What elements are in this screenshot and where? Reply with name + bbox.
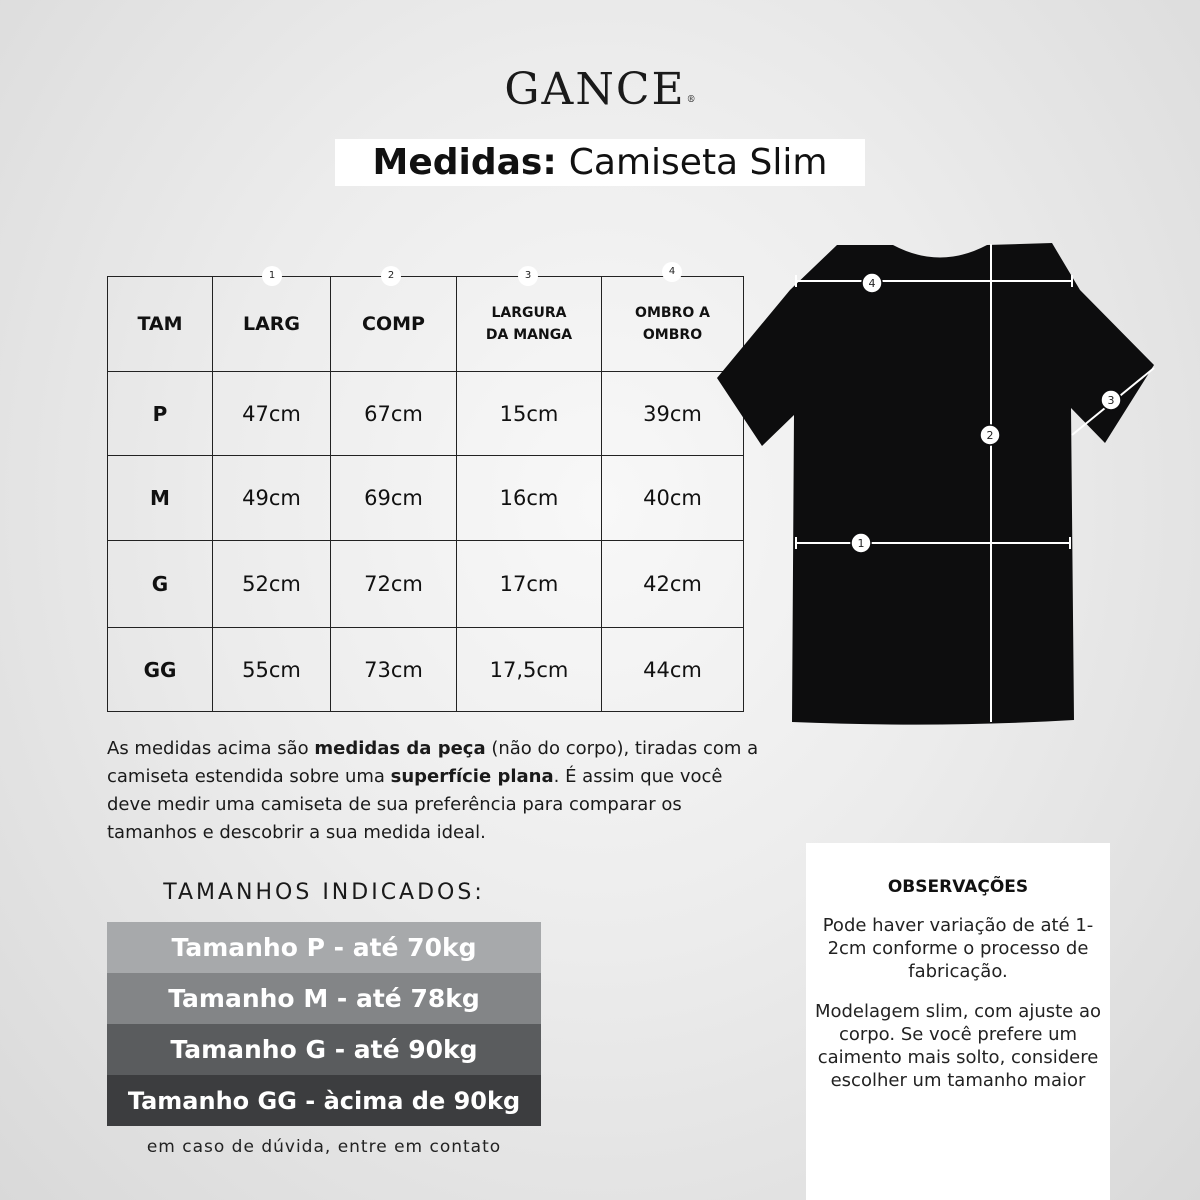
header-largura-manga xyxy=(457,277,602,372)
row-comp: 67cm xyxy=(331,372,457,456)
title-product: Camiseta Slim xyxy=(568,142,828,183)
note-text-1: As medidas acima são xyxy=(107,738,315,759)
row-larg: 52cm xyxy=(213,541,331,628)
note-text-2: (não do corpo), tiradas com a camiseta estendida sobre uma xyxy=(107,738,759,787)
size-bar-m: Tamanho M - até 78kg xyxy=(107,973,541,1024)
diagram-marker-2: 2 xyxy=(986,429,994,442)
row-ombro: 39cm xyxy=(602,372,744,456)
column-marker-1: 1 xyxy=(262,266,282,286)
column-marker-4: 4 xyxy=(662,262,682,282)
tshirt-illustration xyxy=(717,243,1154,725)
row-larg: 55cm xyxy=(213,628,331,712)
note-text-3: . É assim que você deve medir uma camiseta de sua preferência para comparar os tamanhos e descobrir a sua medida ideal. xyxy=(107,766,723,843)
row-manga: 15cm xyxy=(457,372,602,456)
row-ombro: 42cm xyxy=(602,541,744,628)
row-manga: 17cm xyxy=(457,541,602,628)
row-comp: 69cm xyxy=(331,456,457,541)
table-row xyxy=(108,456,744,541)
header-largura-manga-label: LARGURA DA MANGA xyxy=(485,305,573,343)
row-ombro: 44cm xyxy=(602,628,744,712)
row-ombro: 40cm xyxy=(602,456,744,541)
size-bar-gg: Tamanho GG - àcima de 90kg xyxy=(107,1075,541,1126)
recommended-sizes-heading: TAMANHOS INDICADOS: xyxy=(163,880,485,905)
row-size: M xyxy=(108,456,213,541)
diagram-marker-4: 4 xyxy=(868,277,876,290)
title-bold: Medidas: xyxy=(372,142,557,183)
column-marker-3: 3 xyxy=(518,266,538,286)
contact-note: em caso de dúvida, entre em contato xyxy=(146,1137,502,1157)
brand-logo xyxy=(0,64,1200,115)
note-bold-2: superfície plana xyxy=(390,766,554,787)
table-row xyxy=(108,541,744,628)
measurement-note xyxy=(107,735,767,847)
size-bar-p: Tamanho P - até 70kg xyxy=(107,922,541,973)
note-bold-1: medidas da peça xyxy=(314,738,486,759)
row-manga: 17,5cm xyxy=(457,628,602,712)
observation-fit: Modelagem slim, com ajuste ao corpo. Se você prefere um caimento mais solto, considere escolher um tamanho maior xyxy=(814,1001,1102,1091)
header-comp: COMP xyxy=(331,277,457,372)
table-header-row xyxy=(108,277,744,372)
table-row xyxy=(108,372,744,456)
size-bar-g: Tamanho G - até 90kg xyxy=(107,1024,541,1075)
page-title xyxy=(335,139,865,186)
row-size: P xyxy=(108,372,213,456)
diagram-marker-3: 3 xyxy=(1107,394,1115,407)
observation-variation: Pode haver variação de até 1-2cm conforme o processo de fabricação. xyxy=(822,915,1094,982)
header-larg: LARG xyxy=(213,277,331,372)
row-size: GG xyxy=(108,628,213,712)
column-marker-2: 2 xyxy=(381,266,401,286)
observations-box xyxy=(806,843,1110,1200)
row-comp: 73cm xyxy=(331,628,457,712)
row-larg: 47cm xyxy=(213,372,331,456)
row-size: G xyxy=(108,541,213,628)
row-larg: 49cm xyxy=(213,456,331,541)
header-ombro-a-ombro-label: OMBRO A OMBRO xyxy=(635,305,710,343)
diagram-marker-1: 1 xyxy=(857,537,865,550)
header-tam: TAM xyxy=(108,277,213,372)
brand-name: GANCE xyxy=(504,64,686,115)
row-comp: 72cm xyxy=(331,541,457,628)
table-row xyxy=(108,628,744,712)
row-manga: 16cm xyxy=(457,456,602,541)
observations-title: OBSERVAÇÕES xyxy=(887,877,1029,897)
tshirt-measurement-diagram xyxy=(700,230,1170,740)
size-table xyxy=(107,276,744,712)
brand-registered-mark: ® xyxy=(686,95,696,105)
